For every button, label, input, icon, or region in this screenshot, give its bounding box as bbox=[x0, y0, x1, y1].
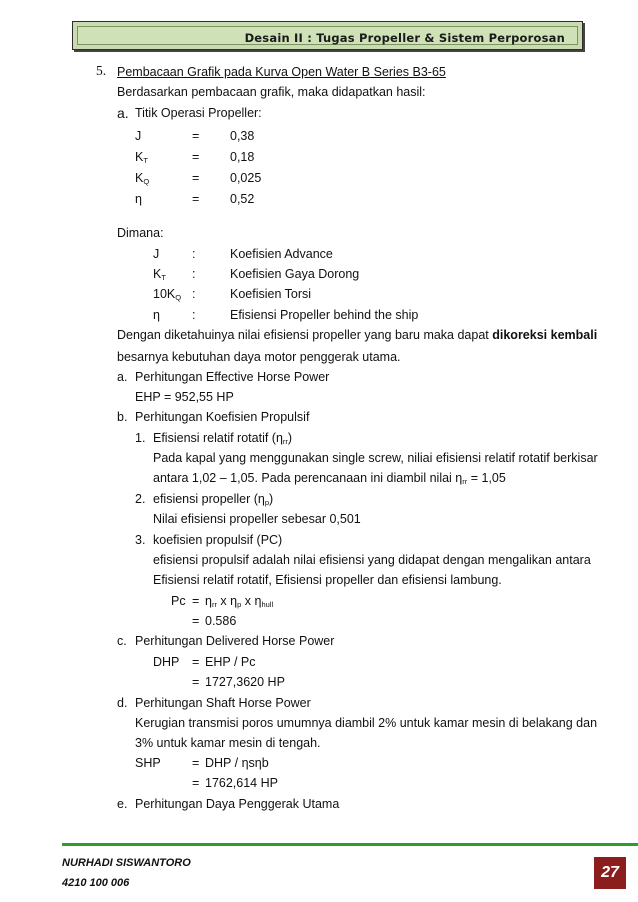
op-row-symbol: η bbox=[135, 192, 142, 206]
op-row-value: 0,18 bbox=[230, 150, 255, 164]
header-band bbox=[72, 21, 583, 50]
item-d-label: d. bbox=[117, 696, 128, 710]
subitem-1-title: Efisiensi relatif rotatif $(\eta_{rr})$ bbox=[153, 431, 293, 446]
item-b-title: Perhitungan Koefisien Propulsif bbox=[135, 410, 310, 424]
pc-equals: = bbox=[192, 594, 200, 608]
dimana-label: Dimana: bbox=[117, 226, 164, 240]
item-a-title: Perhitungan Effective Horse Power bbox=[135, 370, 330, 384]
shp-equals: = bbox=[192, 776, 200, 790]
pc-value: 0.586 bbox=[205, 614, 237, 628]
op-row-symbol: $K_Q$ bbox=[135, 171, 150, 186]
item-d-line: Kerugian transmisi poros umumnya diambil 2% untuk kamar mesin di belakang dan bbox=[135, 716, 598, 730]
section-intro: Berdasarkan pembacaan grafik, maka didapatkan hasil: bbox=[117, 85, 426, 99]
item-d-title: Perhitungan Shaft Horse Power bbox=[135, 696, 311, 710]
dimana-colon: : bbox=[192, 267, 196, 281]
dimana-desc: Koefisien Torsi bbox=[230, 287, 312, 301]
item-c-title: Perhitungan Delivered Horse Power bbox=[135, 634, 335, 648]
subitem-1-line: antara 1,02 – 1,05. Pada perencanaan ini diambil nilai $\eta_{rr} = 1,05$ bbox=[153, 471, 506, 486]
operating-point-title: Titik Operasi Propeller: bbox=[135, 106, 262, 120]
op-row-symbol: $K_T$ bbox=[135, 150, 148, 165]
shp-value: 1762,614 HP bbox=[205, 776, 278, 790]
op-row-symbol: J bbox=[135, 129, 142, 143]
subitem-1-line: Pada kapal yang menggunakan single screw, niliai efisiensi relatif rotatif berkisar bbox=[153, 451, 598, 465]
dhp-equals: = bbox=[192, 675, 200, 689]
page-number: 27 bbox=[601, 864, 619, 881]
paragraph-line: Dengan diketahuinya nilai efisiensi propeller yang baru maka dapat dikoreksi kembali bbox=[117, 328, 598, 342]
dhp-equals: = bbox=[192, 655, 200, 669]
footer-author-id: 4210 100 006 bbox=[62, 877, 130, 889]
op-row-equals: = bbox=[192, 171, 200, 185]
paragraph-bold-text: dikoreksi kembali bbox=[492, 328, 598, 342]
subitem-2-title: efisiensi propeller $(\eta_p)$ bbox=[153, 492, 274, 507]
item-c-label: c. bbox=[117, 634, 127, 648]
dhp-value: 1727,3620 HP bbox=[205, 675, 285, 689]
pc-lhs: Pc bbox=[171, 594, 186, 608]
op-row-value: 0,52 bbox=[230, 192, 255, 206]
subitem-3-line: Efisiensi relatif rotatif, Efisiensi propeller dan efisiensi lambung. bbox=[153, 573, 502, 587]
header-title: Desain II : Tugas Propeller & Sistem Perporosan bbox=[244, 31, 565, 45]
dimana-colon: : bbox=[192, 247, 196, 261]
paragraph-line: besarnya kebutuhan daya motor penggerak utama. bbox=[117, 350, 401, 364]
item-e-label: e. bbox=[117, 797, 128, 811]
item-b-label: b. bbox=[117, 410, 128, 424]
footer-divider bbox=[62, 843, 638, 846]
item-a-label: a. bbox=[117, 370, 128, 384]
subitem-3-title: koefisien propulsif (PC) bbox=[153, 533, 283, 547]
op-row-value: 0,025 bbox=[230, 171, 262, 185]
dimana-colon: : bbox=[192, 287, 196, 301]
dimana-desc: Koefisien Advance bbox=[230, 247, 333, 261]
operating-point-label: a. bbox=[117, 105, 129, 121]
page-number-box bbox=[594, 857, 626, 889]
shp-equals: = bbox=[192, 756, 200, 770]
dimana-colon: : bbox=[192, 308, 196, 322]
shp-formula: DHP / ηsηb bbox=[205, 756, 269, 770]
op-row-equals: = bbox=[192, 192, 200, 206]
footer-author-name: NURHADI SISWANTORO bbox=[62, 857, 191, 869]
op-row-equals: = bbox=[192, 129, 200, 143]
item-e-title: Perhitungan Daya Penggerak Utama bbox=[135, 797, 340, 811]
dimana-desc: Efisiensi Propeller behind the ship bbox=[230, 308, 419, 322]
dimana-desc: Koefisien Gaya Dorong bbox=[230, 267, 360, 281]
header-inner bbox=[77, 26, 578, 45]
subitem-1-label: 1. bbox=[135, 431, 146, 445]
shp-lhs: SHP bbox=[135, 756, 161, 770]
pc-formula: $\eta_{rr}$ x $\eta_p$ x $\eta_{hull}$ bbox=[205, 594, 274, 609]
item-d-line: 3% untuk kamar mesin di tengah. bbox=[135, 736, 321, 750]
op-row-value: 0,38 bbox=[230, 129, 255, 143]
dimana-symbol: $10K_Q$ bbox=[153, 287, 182, 302]
subitem-3-line: efisiensi propulsif adalah nilai efisiensi yang didapat dengan mengalikan antara bbox=[153, 553, 591, 567]
subitem-3-label: 3. bbox=[135, 533, 146, 547]
pc-equals: = bbox=[192, 614, 200, 628]
dimana-symbol: η bbox=[153, 308, 160, 322]
section-title: Pembacaan Grafik pada Kurva Open Water B Series B3-65 bbox=[117, 65, 446, 79]
dimana-symbol: J bbox=[153, 247, 160, 261]
ehp-value: EHP = 952,55 HP bbox=[135, 390, 234, 404]
dimana-symbol: $K_T$ bbox=[153, 267, 166, 282]
dhp-formula: EHP / Pc bbox=[205, 655, 256, 669]
section-number: 5. bbox=[96, 63, 107, 78]
dhp-lhs: DHP bbox=[153, 655, 180, 669]
subitem-2-label: 2. bbox=[135, 492, 146, 506]
op-row-equals: = bbox=[192, 150, 200, 164]
subitem-2-line: Nilai efisiensi propeller sebesar 0,501 bbox=[153, 512, 361, 526]
